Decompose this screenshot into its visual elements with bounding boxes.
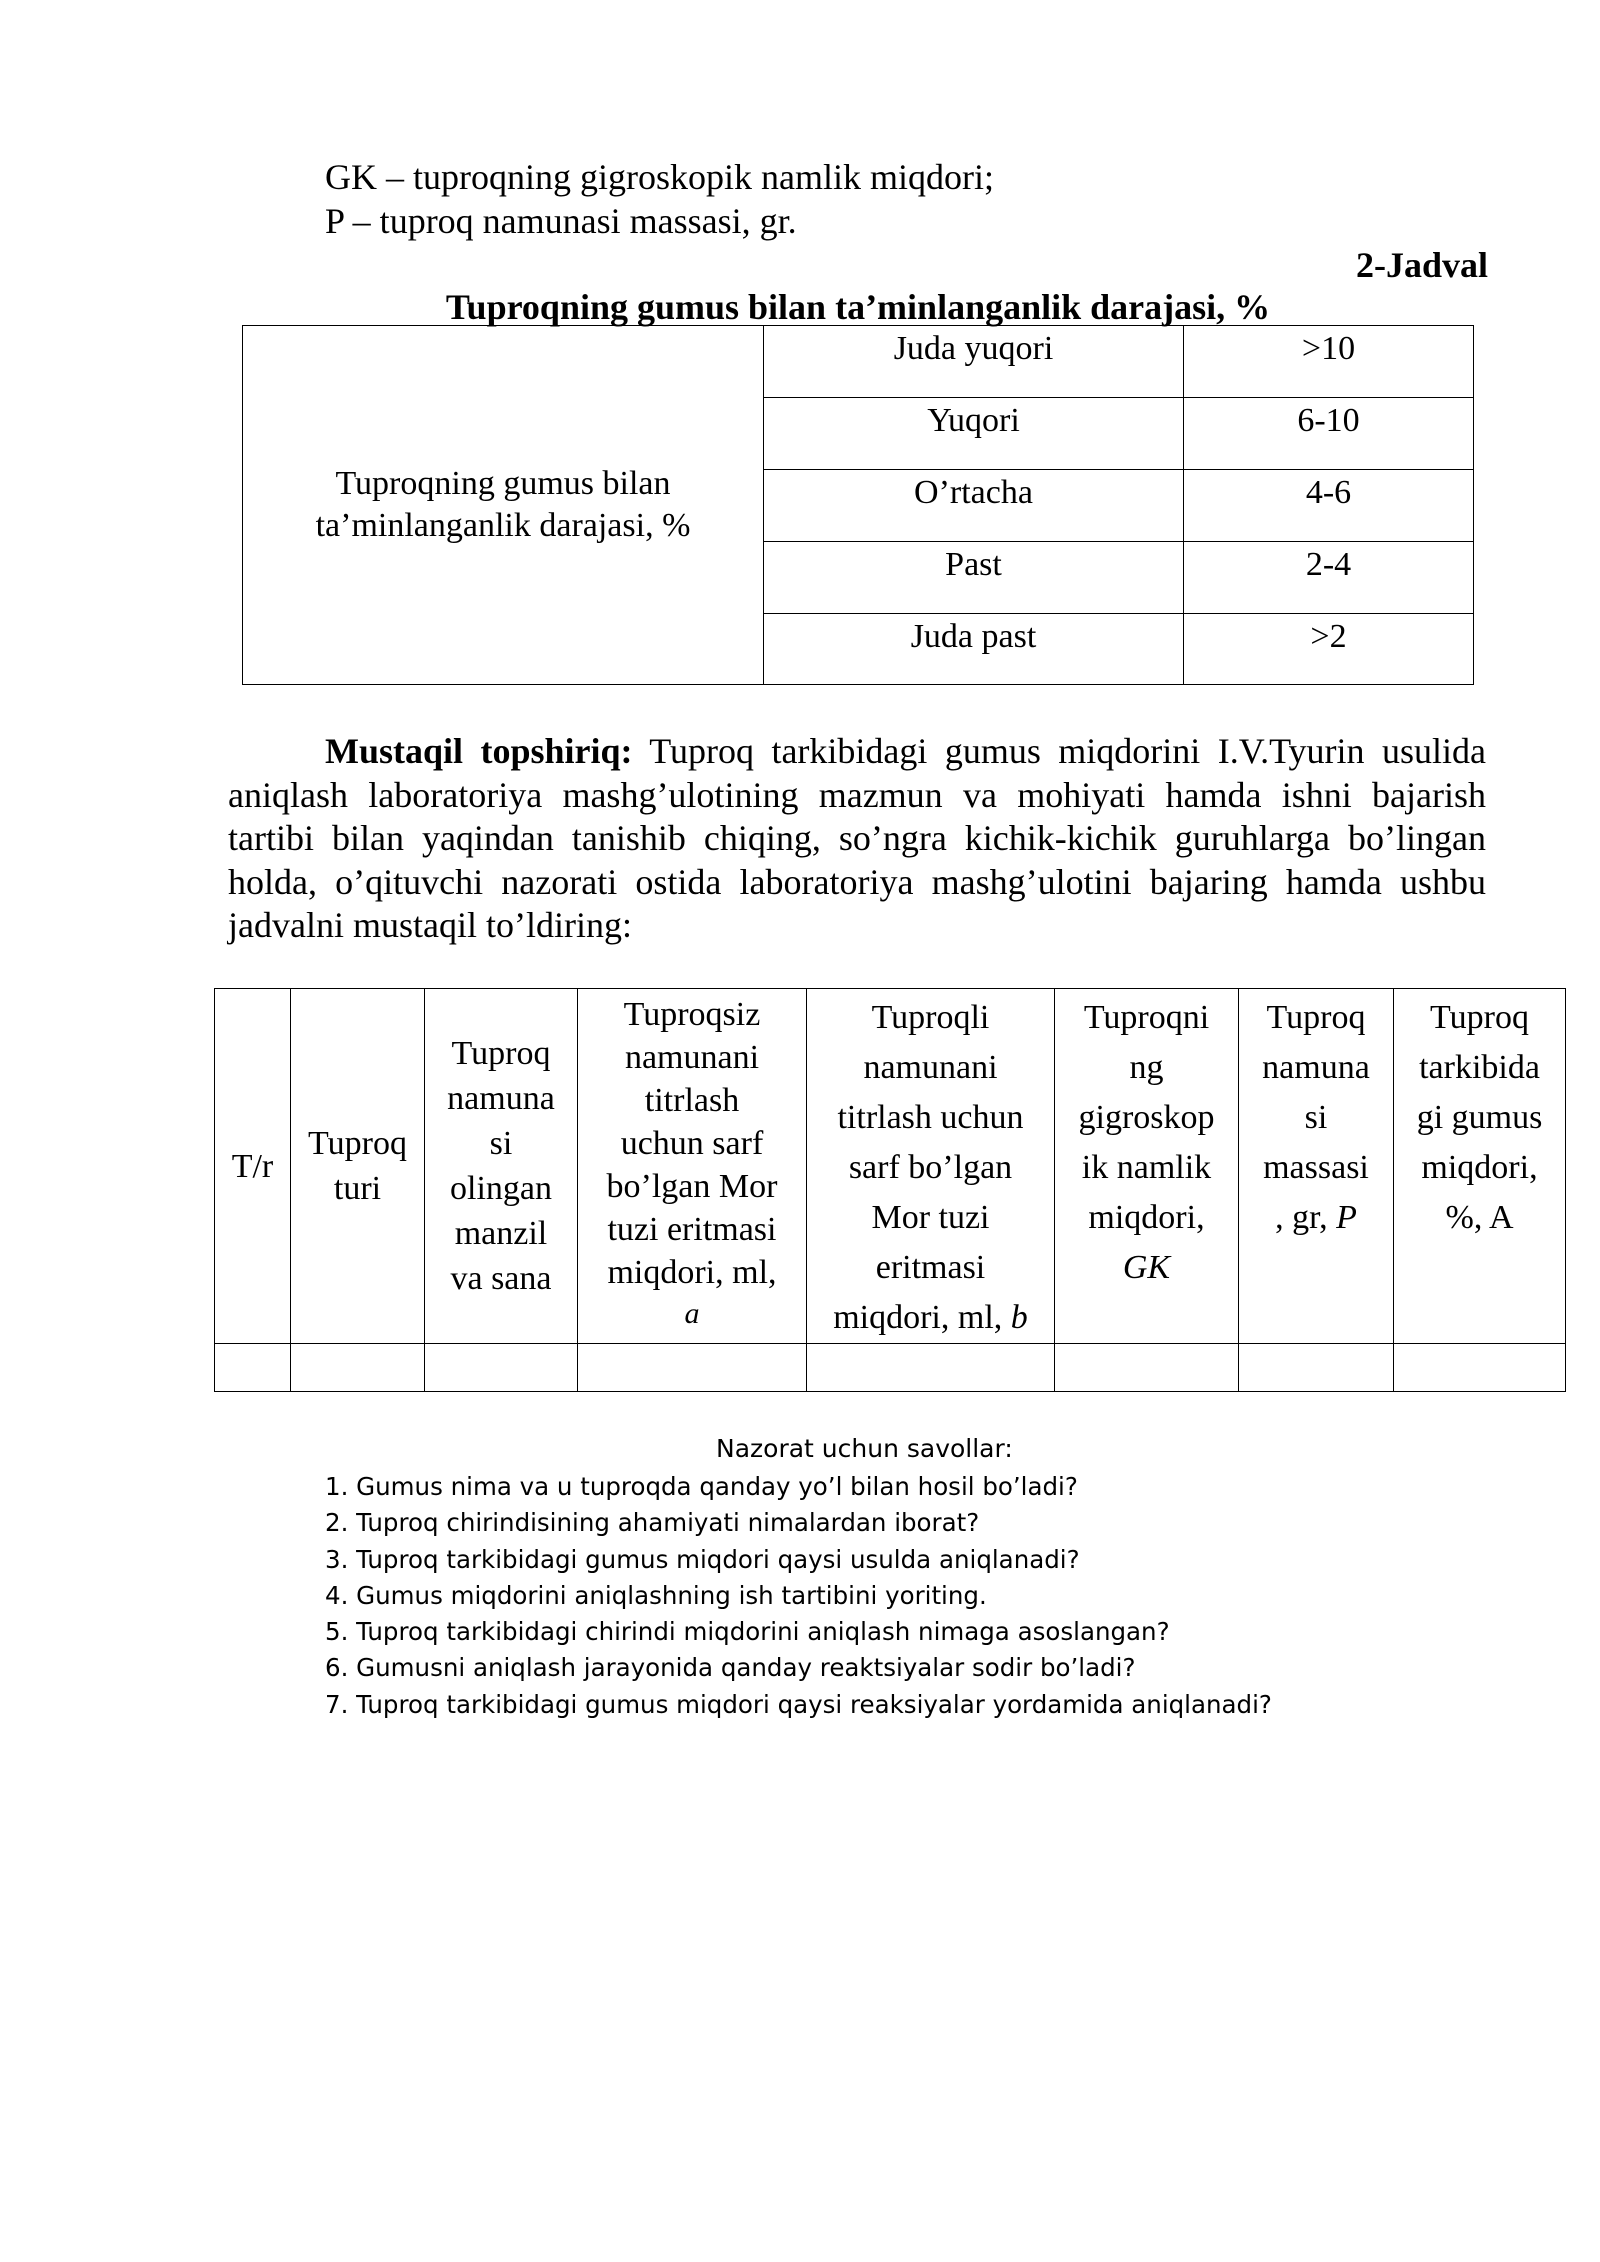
header-line: Tuproqli xyxy=(871,999,990,1036)
level-cell: O’rtacha xyxy=(764,470,1184,541)
table-title: Tuproqning gumus bilan ta’minlanganlik darajasi, % xyxy=(445,287,1271,327)
header-line: %, A xyxy=(1445,1199,1514,1236)
header-line: miqdori, xyxy=(1088,1199,1205,1236)
header-line: sarf bo’lgan xyxy=(848,1149,1013,1186)
task-lead: Mustaqil topshiriq: xyxy=(325,731,633,771)
task-paragraph xyxy=(228,730,1486,948)
question-item: 6. Gumusni aniqlash jarayonida qanday reaktsiyalar sodir bo’ladi? xyxy=(325,1653,1136,1683)
header-line: namuna xyxy=(447,1080,555,1117)
header-line-text: miqdori, ml, xyxy=(833,1299,1011,1336)
header-line: namunani xyxy=(624,1039,760,1076)
table-row xyxy=(764,469,1473,541)
header-line: namunani xyxy=(863,1049,998,1086)
empty-cell[interactable] xyxy=(1394,1344,1566,1392)
question-item: 2. Tuproq chirindisining ahamiyati nimalardan iborat? xyxy=(325,1508,980,1538)
table-label: 2-Jadval xyxy=(1355,245,1488,285)
table-header-row xyxy=(215,989,1566,1344)
variable-b: b xyxy=(1010,1299,1028,1336)
header-line: Tuproqni xyxy=(1083,999,1210,1036)
level-cell: Juda yuqori xyxy=(764,326,1184,398)
header-soil-type xyxy=(291,989,425,1344)
question-item: 1. Gumus nima va u tuproqda qanday yo’l bilan hosil bo’ladi? xyxy=(325,1472,1078,1501)
header-blank-titration xyxy=(578,989,807,1344)
header-line: Tuproq xyxy=(1266,999,1366,1036)
header-line: titrlash xyxy=(644,1082,740,1119)
header-line: miqdori, ml, xyxy=(607,1254,777,1291)
header-line: gi gumus xyxy=(1416,1099,1543,1136)
empty-cell[interactable] xyxy=(215,1344,291,1392)
header-line: Tuproq xyxy=(308,1125,407,1162)
header-line: tuzi eritmasi xyxy=(607,1211,777,1248)
header-line: bo’lgan Mor xyxy=(606,1168,778,1205)
header-line: ik namlik xyxy=(1081,1149,1212,1186)
value-cell: >10 xyxy=(1301,330,1356,367)
row-header-line: ta’minlanganlik darajasi, % xyxy=(315,507,691,544)
header-line: titrlash uchun xyxy=(837,1099,1024,1136)
table-row xyxy=(764,613,1473,685)
header-line xyxy=(807,1293,1054,1343)
question-item: 7. Tuproq tarkibidagi gumus miqdori qaysi reaksiyalar yordamida aniqlanadi? xyxy=(325,1689,1272,1719)
header-line: namuna xyxy=(1262,1049,1370,1086)
table-row-empty xyxy=(215,1344,1566,1392)
table-row xyxy=(764,326,1473,398)
lab-results-table xyxy=(214,988,1566,1392)
header-line: manzil xyxy=(454,1215,548,1252)
header-humus-content xyxy=(1394,989,1566,1344)
empty-cell[interactable] xyxy=(1055,1344,1239,1392)
question-item: 3. Tuproq tarkibidagi gumus miqdori qaysi usulda aniqlanadi? xyxy=(325,1544,1080,1574)
header-line: Mor tuzi xyxy=(871,1199,990,1236)
value-cell: >2 xyxy=(1310,618,1347,655)
header-sample-titration xyxy=(807,989,1055,1344)
header-line: eritmasi xyxy=(875,1249,986,1286)
empty-cell[interactable] xyxy=(425,1344,578,1392)
header-line: uchun sarf xyxy=(620,1125,764,1162)
table-row-header xyxy=(243,326,764,684)
table-row xyxy=(764,541,1473,613)
header-line: si xyxy=(1304,1099,1328,1136)
value-cell: 2-4 xyxy=(1305,546,1352,583)
table-row xyxy=(764,397,1473,469)
header-line: va sana xyxy=(450,1260,552,1297)
header-line: gigroskop xyxy=(1078,1099,1215,1136)
header-sample-location-date xyxy=(425,989,578,1344)
row-header-line: Tuproqning gumus bilan xyxy=(335,465,671,502)
header-line-text: , gr, xyxy=(1275,1199,1337,1236)
task-text: Tuproq tarkibidagi gumus miqdorini I.V.Tyurin usulida aniqlash laboratoriya mashg’ulotining mazmun va mohiyati hamda ishni bajarish tartibi bilan yaqindan tanishib chiqing, so’ngra kichik-kichik guruhlarga bo’lingan holda, o’qituvchi nazorati ostida laboratoriya mashg’ulotini bajaring hamda ushbu jadvalni mustaqil to’ldiring: xyxy=(228,731,1486,945)
header-line: si xyxy=(489,1125,513,1162)
empty-cell[interactable] xyxy=(807,1344,1055,1392)
level-cell: Yuqori xyxy=(764,398,1184,469)
header-line: miqdori, xyxy=(1421,1149,1538,1186)
questions-title: Nazorat uchun savollar: xyxy=(716,1434,1013,1463)
header-sample-mass xyxy=(1239,989,1394,1344)
header-line: tarkibida xyxy=(1419,1049,1540,1086)
header-number xyxy=(215,989,291,1344)
header-line: olingan xyxy=(450,1170,552,1207)
variable-a: a xyxy=(684,1297,700,1330)
header-hygroscopic-moisture xyxy=(1055,989,1239,1344)
empty-cell[interactable] xyxy=(1239,1344,1394,1392)
variable-p: P xyxy=(1336,1199,1357,1236)
empty-cell[interactable] xyxy=(291,1344,425,1392)
header-line xyxy=(1239,1193,1393,1243)
level-cell: Past xyxy=(764,542,1184,613)
value-cell: 4-6 xyxy=(1305,474,1352,511)
question-item: 4. Gumus miqdorini aniqlashning ish tartibini yoriting. xyxy=(325,1580,987,1610)
level-cell: Juda past xyxy=(764,614,1184,685)
header-line: Tuproq xyxy=(1430,999,1529,1036)
header-line: massasi xyxy=(1263,1149,1369,1186)
empty-cell[interactable] xyxy=(578,1344,807,1392)
definition-p: P – tuproq namunasi massasi, gr. xyxy=(325,201,797,241)
header-line: Tuproq xyxy=(451,1035,551,1072)
definition-gk: GK – tuproqning gigroskopik namlik miqdori; xyxy=(325,157,994,197)
variable-gk: GK xyxy=(1122,1249,1171,1286)
header-line: Tuproqsiz xyxy=(623,996,761,1033)
header-line: T/r xyxy=(231,1147,274,1185)
questions-list xyxy=(325,1469,1272,1723)
value-cell: 6-10 xyxy=(1297,402,1360,439)
humus-level-table xyxy=(242,325,1474,685)
header-line: turi xyxy=(333,1170,382,1207)
header-line: ng xyxy=(1129,1049,1164,1086)
question-item: 5. Tuproq tarkibidagi chirindi miqdorini aniqlash nimaga asoslangan? xyxy=(325,1617,1170,1647)
